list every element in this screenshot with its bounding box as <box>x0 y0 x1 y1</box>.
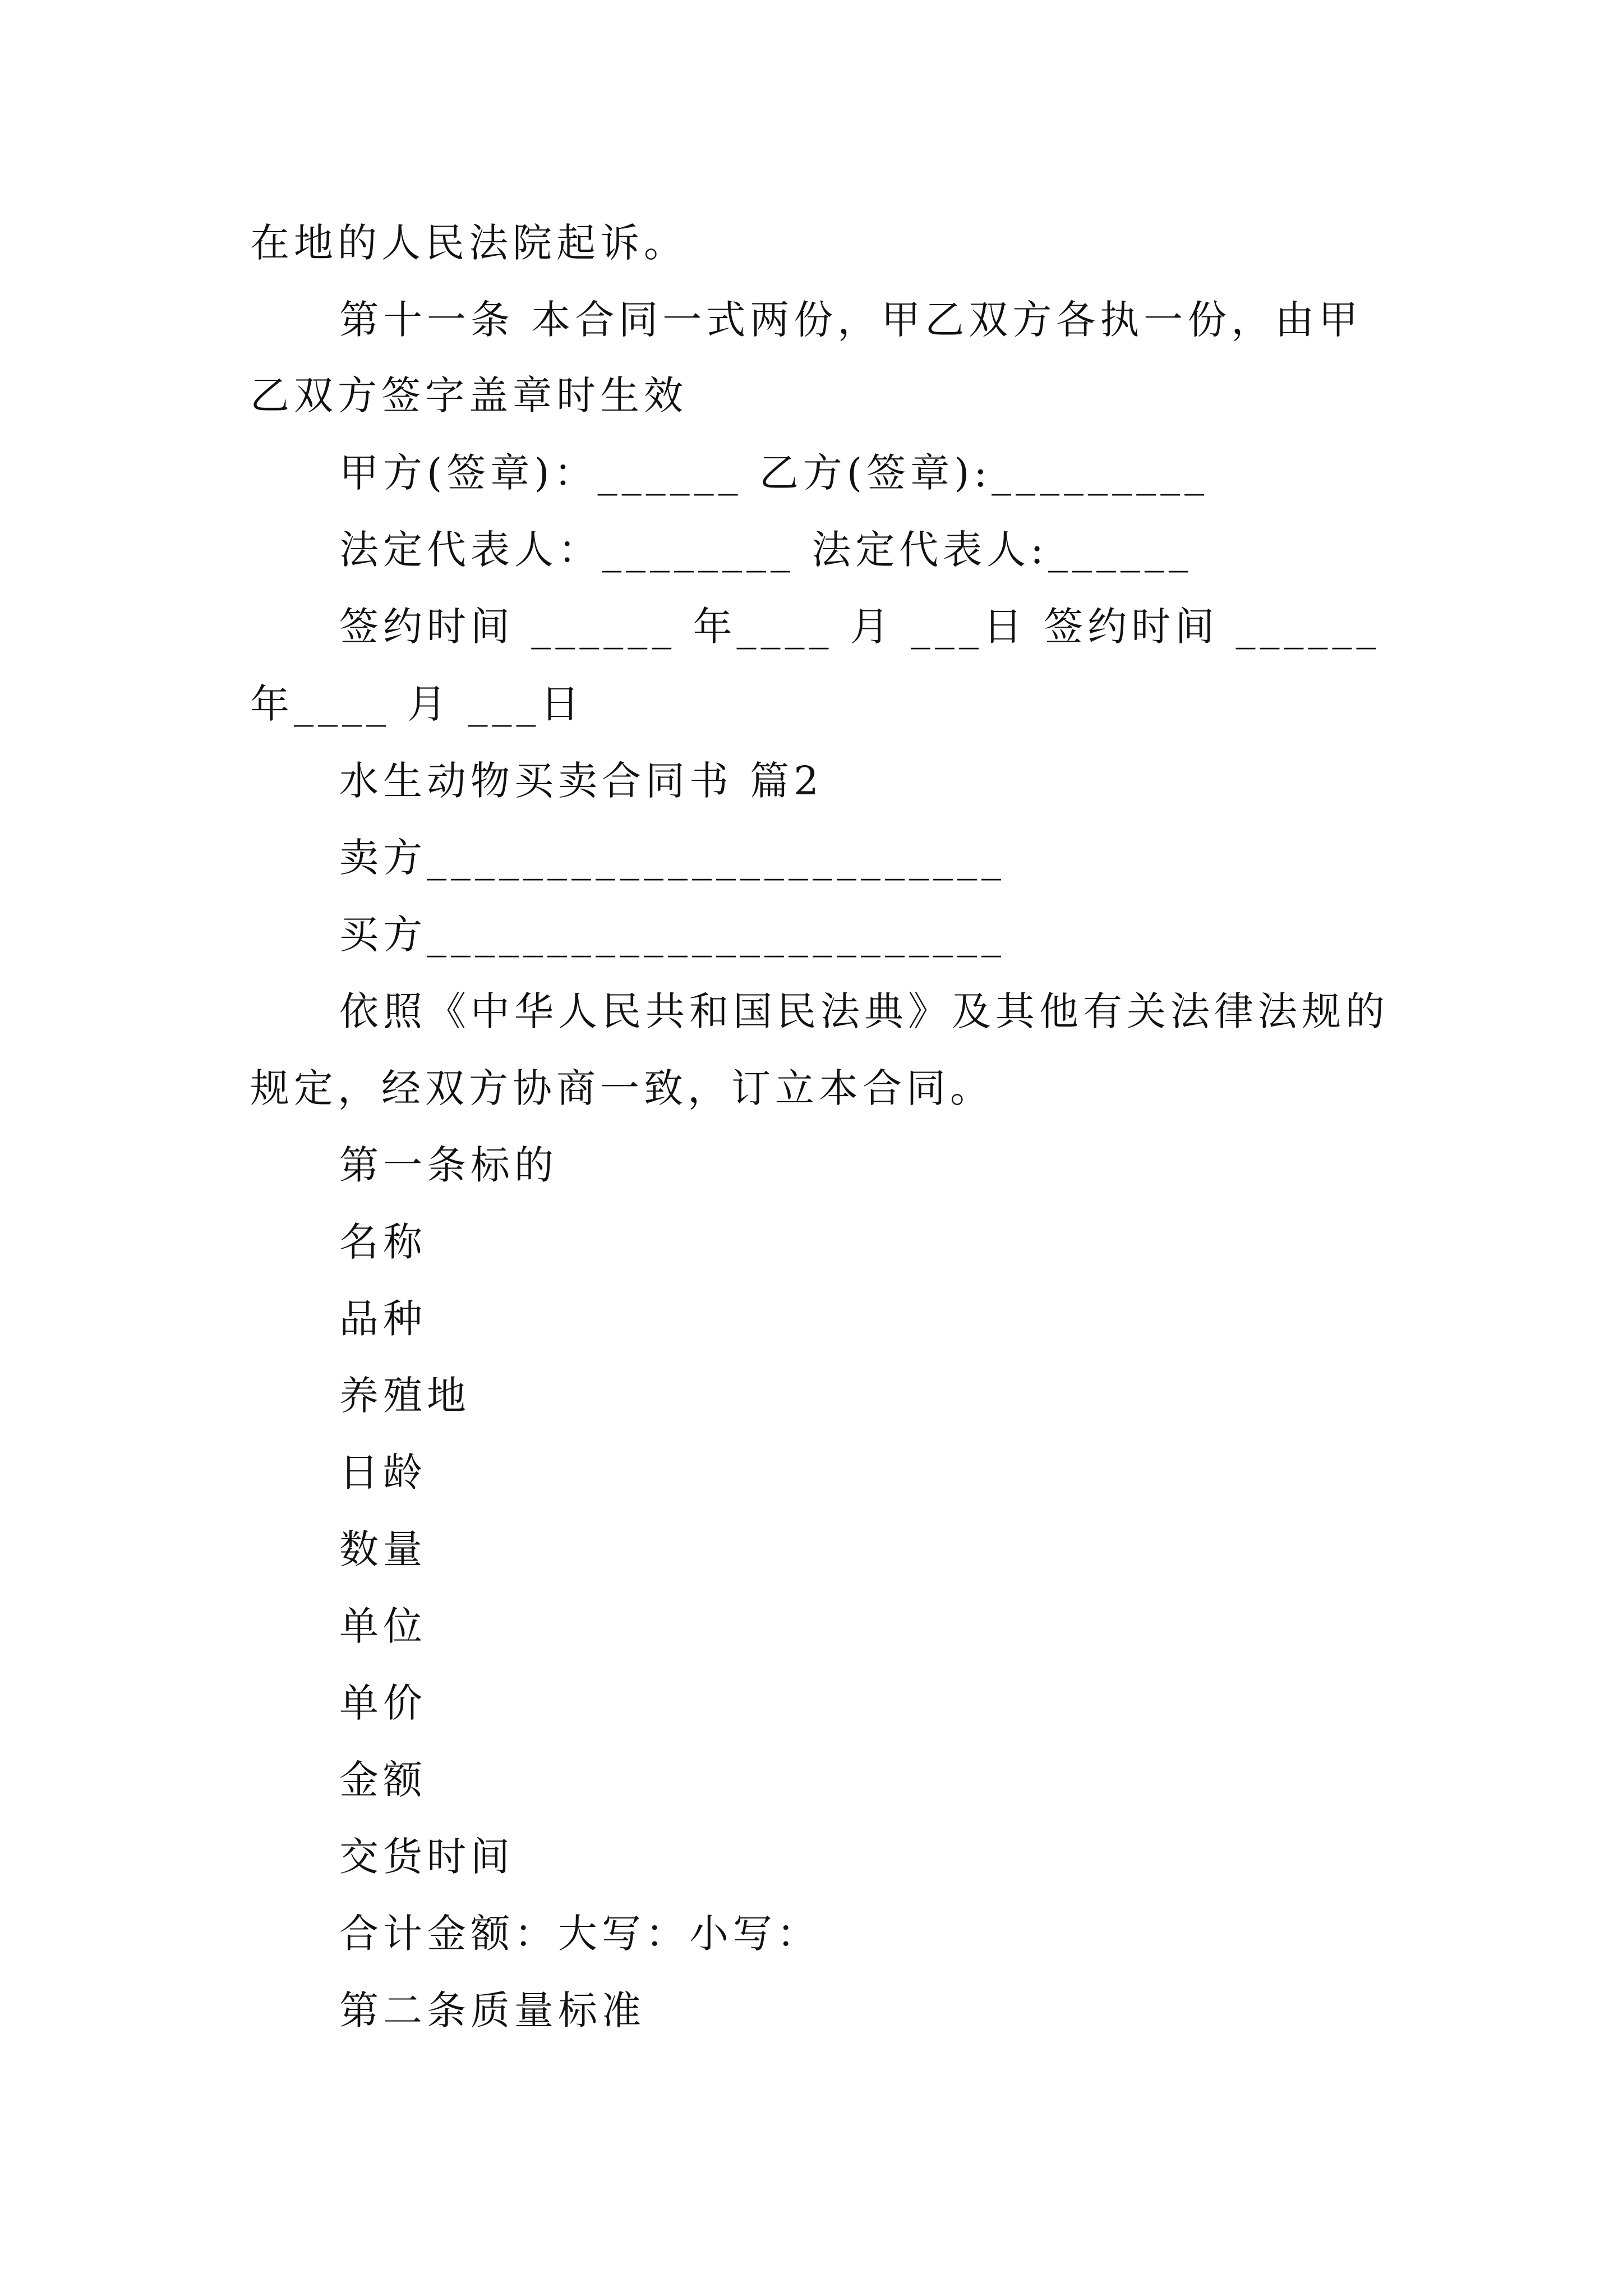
text-line: 乙双方签字盖章时生效 <box>250 372 688 418</box>
list-item: 品种 <box>339 1296 427 1342</box>
legal-representative-line: 法定代表人：________ 法定代表人:______ <box>339 527 1193 573</box>
list-item: 日龄 <box>339 1450 427 1496</box>
list-item: 单位 <box>339 1603 427 1649</box>
list-item: 单价 <box>339 1680 427 1726</box>
list-item: 交货时间 <box>339 1834 514 1880</box>
text-line: 第十一条 本合同一式两份，甲乙双方各执一份，由甲 <box>339 297 1363 343</box>
article-heading: 第二条质量标准 <box>339 1987 645 2033</box>
article-heading: 第一条标的 <box>339 1142 558 1188</box>
list-item: 数量 <box>339 1526 427 1572</box>
section-heading: 水生动物买卖合同书 篇2 <box>339 758 823 804</box>
seller-line: 卖方________________________ <box>339 835 1006 881</box>
signing-date-line-cont: 年____ 月 ___日 <box>250 681 584 727</box>
buyer-line: 买方________________________ <box>339 912 1006 958</box>
list-item: 养殖地 <box>339 1373 471 1419</box>
text-line: 规定，经双方协商一致，订立本合同。 <box>250 1065 994 1111</box>
text-line: 在地的人民法院起诉。 <box>250 220 688 266</box>
signature-line-party-a-b: 甲方(签章)：______ 乙方(签章):_________ <box>339 450 1209 496</box>
list-item: 金额 <box>339 1757 427 1803</box>
list-item: 名称 <box>339 1219 427 1265</box>
total-amount-line: 合计金额：大写：小写： <box>339 1911 820 1957</box>
signing-date-line: 签约时间 ______ 年____ 月 ___日 签约时间 ______ <box>339 604 1381 650</box>
text-line: 依照《中华人民共和国民法典》及其他有关法律法规的 <box>339 988 1389 1034</box>
